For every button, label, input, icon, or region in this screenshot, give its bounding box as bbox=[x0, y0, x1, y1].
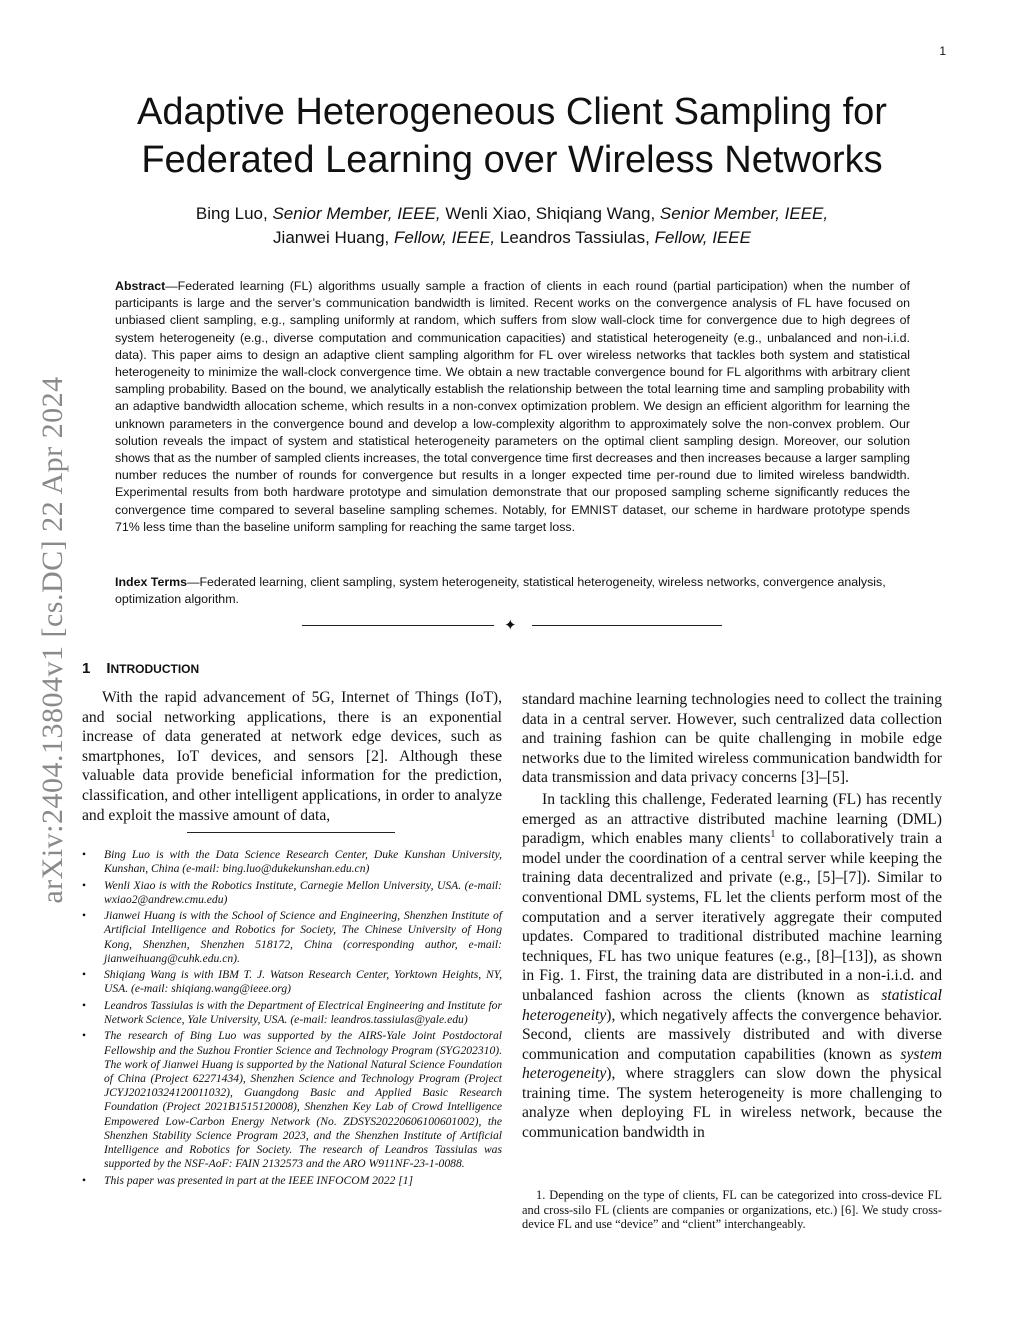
bullet-icon: • bbox=[82, 968, 87, 982]
star-icon: ✦ bbox=[504, 616, 517, 634]
footnote-text: 1. Depending on the type of clients, FL can be categorized into cross-device FL and cross-silo FL (clients are companies or organizations, etc.) [6]. We study cross-device FL and use “device” and “client” interchangeably. bbox=[522, 1188, 942, 1232]
author-line-1 bbox=[110, 202, 914, 226]
bullet-icon: • bbox=[82, 909, 87, 923]
author-name: Bing Luo, bbox=[195, 204, 268, 223]
footnote-item: • The research of Bing Luo was supported by the AIRS-Yale Joint Postdoctoral Fellowship and the Suzhou Frontier Science and Technology Program (SYG202310). The work of Jianwei Huang is supported by the National Natural Science Foundation of China (Project 62271434), Shenzhen Science and Technology Program (Project JCYJ20210324120011032), Guangdong Basic and Applied Basic Research Foundation (Project 2021B1515120008), Shenzhen Key Lab of Crowd Intelligence Empowered Low-Carbon Energy Network (No. ZDSYS20220606100601002), the Shenzhen Stability Science Program 2023, and the Shenzhen Institute of Artificial Intelligence and Robotics for Society. The research of Leandros Tassiulas was supported by the NSF-AoF: FAIN 2132573 and the ARO W911NF-23-1-0088. bbox=[82, 1029, 502, 1171]
title-line-1: Adaptive Heterogeneous Client Sampling for bbox=[137, 91, 887, 133]
author-line-2 bbox=[110, 226, 914, 250]
author-role: Fellow, IEEE, bbox=[394, 228, 496, 247]
body-paragraph: In tackling this challenge, Federated learning (FL) has recently emerged as an attractive distributed machine learning (DML) paradigm, which enables many clients$^1$ to collaboratively train a model under the coordination of a central server while keeping the training data decentralized and private (e.g., [5]–[7]). Similar to conventional DML systems, FL let the clients perform most of the computation and a server iteratively aggregate their computed updates. Compared to traditional distributed machine learning techniques, FL has two unique features (e.g., [8]–[13]), as shown in Fig. 1. First, the training data are distributed in a non-i.i.d. and unbalanced fashion across the clients (known as statistical heterogeneity), which negatively affects the convergence behavior. Second, clients are massively distributed and with diverse communication and computation capabilities (known as system heterogeneity), where stragglers can slow down the physical training time. The system heterogeneity is more challenging to analyze when deploying FL in wireless network, because the communication bandwidth in bbox=[522, 790, 942, 1142]
author-list bbox=[110, 202, 914, 250]
divider-rule-right bbox=[532, 625, 722, 626]
paper-title bbox=[100, 88, 924, 184]
section-title-initial: I bbox=[106, 660, 111, 677]
bullet-icon: • bbox=[82, 848, 87, 861]
author-name: Leandros Tassiulas, bbox=[499, 228, 650, 247]
column-footnote bbox=[522, 1188, 942, 1232]
footnote-item: • This paper was presented in part at the IEEE INFOCOM 2022 [1] bbox=[82, 1173, 414, 1187]
emphasis-term: system heterogeneity bbox=[522, 1045, 942, 1083]
section-number: 1 bbox=[82, 660, 91, 677]
divider-rule-left bbox=[302, 625, 494, 626]
footnote-rule bbox=[187, 832, 395, 833]
section-title-rest: NTRODUCTION bbox=[110, 662, 200, 676]
abstract-label: Abstract bbox=[115, 279, 166, 293]
index-terms-text: —Federated learning, client sampling, system heterogeneity, statistical heterogeneity, wireless networks, convergence analysis, optimization algorithm. bbox=[115, 575, 886, 607]
footnote-item: • Jianwei Huang is with the School of Science and Engineering, Shenzhen Institute of Artificial Intelligence and Robotics for Society, The Chinese University of Hong Kong, Shenzhen, Shenzhen 518172, China (corresponding author, e-mail: jianweihuang@cuhk.edu.cn). bbox=[82, 909, 502, 965]
footnote-item: • Wenli Xiao is with the Robotics Institute, Carnegie Mellon University, USA. (e-mail: wxiao2@andrew.cmu.edu) bbox=[82, 878, 502, 906]
left-column bbox=[82, 688, 502, 825]
footnote-item: • Shiqiang Wang is with IBM T. J. Watson Research Center, Yorktown Heights, NY, USA. (e-mail: shiqiang.wang@ieee.org) bbox=[82, 968, 502, 996]
author-name: Wenli Xiao, Shiqiang Wang, bbox=[445, 204, 656, 223]
bullet-icon: • bbox=[82, 878, 87, 892]
footnote-item: • Leandros Tassiulas is with the Department of Electrical Engineering and Institute for Network Science, Yale University, USA. (e-mail: leandros.tassiulas@yale.edu) bbox=[82, 998, 502, 1026]
intro-paragraph: With the rapid advancement of 5G, Internet of Things (IoT), and social networking applications, there is an exponential increase of data generated at network edge devices, such as smartphones, IoT devices, and sensors [2]. Although these valuable data provide beneficial information for the prediction, classification, and other intelligent applications, in order to analyze and exploit the massive amount of data, bbox=[82, 689, 502, 824]
bullet-icon: • bbox=[82, 1029, 87, 1043]
author-role: Senior Member, IEEE, bbox=[659, 204, 829, 223]
arxiv-identifier: arXiv:2404.13804v1 [cs.DC] 22 Apr 2024 bbox=[36, 376, 69, 904]
page-number: 1 bbox=[939, 44, 946, 58]
bullet-icon: • bbox=[82, 1173, 87, 1187]
abstract bbox=[115, 278, 910, 536]
section-heading bbox=[82, 660, 199, 677]
index-terms-label: Index Terms bbox=[115, 575, 188, 589]
footnote-marker: 1 bbox=[770, 828, 776, 840]
right-column bbox=[522, 690, 942, 1143]
author-role: Senior Member, IEEE, bbox=[272, 204, 441, 223]
author-role: Fellow, IEEE bbox=[654, 228, 751, 247]
footnote-item: • Bing Luo is with the Data Science Research Center, Duke Kunshan University, Kunshan, China (e-mail: bing.luo@dukekunshan.edu.cn) bbox=[82, 848, 502, 876]
index-terms bbox=[115, 574, 910, 608]
emphasis-term: statistical heterogeneity bbox=[522, 986, 942, 1024]
body-paragraph: standard machine learning technologies need to collect the training data in a central server. However, such centralized data collection and training fashion can be quite challenging in mobile edge networks due to the limited wireless communication bandwidth for data transmission and data privacy concerns [3]–[5]. bbox=[522, 691, 942, 787]
title-line-2: Federated Learning over Wireless Networks bbox=[141, 139, 883, 181]
affiliation-footnotes bbox=[82, 848, 502, 1190]
bullet-icon: • bbox=[82, 998, 87, 1012]
section-divider bbox=[302, 616, 722, 634]
abstract-text: —Federated learning (FL) algorithms usually sample a fraction of clients in each round (partial participation) when the number of participants is large and the server’s communication bandwidth is limited. Recent works on the convergence analysis of FL have focused on unbiased client sampling, e.g., sampling uniformly at random, which suffers from slow wall-clock time for convergence due to high degrees of system heterogeneity (e.g., diverse computation and communication capacities) and statistical heterogeneity (e.g., unbalanced and non-i.i.d. data). This paper aims to design an adaptive client sampling algorithm for FL over wireless networks that tackles both system and statistical heterogeneity to minimize the wall-clock convergence time. We obtain a new tractable convergence bound for FL algorithms with arbitrary client sampling probability. Based on the bound, we analytically establish the relationship between the total learning time and sampling probability with an adaptive bandwidth allocation scheme, which results in a non-convex optimization problem. We design an efficient algorithm for learning the unknown parameters in the convergence bound and develop a low-complexity algorithm to approximately solve the non-convex problem. Our solution reveals the impact of system and statistical heterogeneity parameters on the optimal client sampling design. Moreover, our solution shows that as the number of sampled clients increases, the total convergence time first decreases and then increases because a larger sampling number reduces the number of rounds for convergence but results in a longer expected time per-round due to limited wireless bandwidth. Experimental results from both hardware prototype and simulation demonstrate that our proposed sampling scheme significantly reduces the convergence time compared to several baseline sampling schemes. Notably, for EMNIST dataset, our scheme in hardware prototype spends 71% less time than the baseline uniform sampling for reaching the same target loss. bbox=[115, 279, 910, 534]
author-name: Jianwei Huang, bbox=[273, 228, 390, 247]
